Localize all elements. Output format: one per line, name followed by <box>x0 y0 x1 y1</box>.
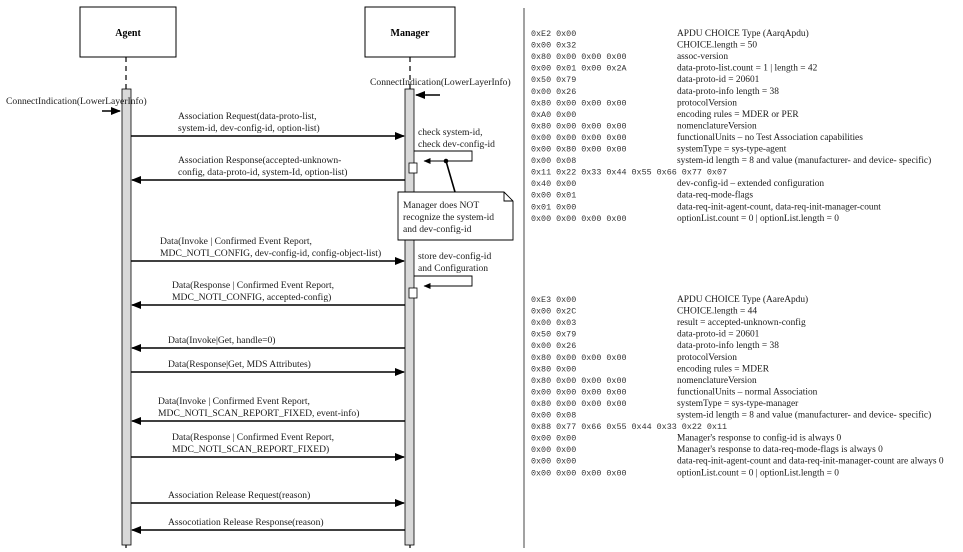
note-connector-dot <box>444 159 449 164</box>
apdu-desc: data-req-mode-flags <box>677 190 754 201</box>
message-label-line-1: Data(Response|Get, MDS Attributes) <box>168 359 311 370</box>
message-release-request <box>131 490 404 503</box>
apdu-row <box>531 178 824 189</box>
apdu-desc: systemType = sys-type-agent <box>677 144 787 155</box>
apdu-desc: functionalUnits – normal Association <box>677 387 818 398</box>
message-label-line-2: system-id, dev-config-id, option-list) <box>178 123 320 134</box>
apdu-hex: 0x00 0x26 <box>531 341 577 352</box>
apdu-row <box>531 422 727 432</box>
apdu-hex: 0x88 0x77 0x66 0x55 0x44 0x33 0x22 0x11 <box>531 422 728 433</box>
apdu-row <box>531 98 737 108</box>
apdu-row <box>531 353 737 363</box>
messages-group <box>131 111 405 530</box>
apdu-hex: 0x00 0x00 0x00 0x00 <box>531 213 627 224</box>
apdu-hex: 0x40 0x00 <box>531 179 577 190</box>
message-label-line-2: MDC_NOTI_CONFIG, accepted-config) <box>172 292 332 303</box>
apdu-row <box>531 410 931 421</box>
apdu-row <box>531 202 881 212</box>
apdu-row <box>531 364 770 374</box>
apdu-desc: protocolVersion <box>677 352 737 363</box>
apdu-hex: 0x00 0x26 <box>531 86 577 97</box>
message-label-line-2: config, data-proto-id, system-Id, option-list) <box>178 167 348 178</box>
apdu-desc: nomenclatureVersion <box>677 121 757 132</box>
apdu-row <box>531 86 779 97</box>
message-label-line-1: Data(Invoke | Confirmed Event Report, <box>158 396 310 407</box>
apdu-row <box>531 64 818 74</box>
apdu-hex: 0x00 0x00 <box>531 445 577 456</box>
note-box <box>398 192 513 240</box>
apdu-desc: system-id length = 8 and value (manufacturer- and device- specific) <box>677 410 932 421</box>
apdu-hex: 0xA0 0x00 <box>531 109 577 120</box>
apdu-hex: 0x00 0x03 <box>531 318 577 329</box>
manager-label: Manager <box>390 28 430 39</box>
apdu-hex: 0x00 0x80 0x00 0x00 <box>531 144 627 155</box>
apdu-desc: CHOICE.length = 50 <box>677 40 758 51</box>
self-call-check-system-id <box>409 127 495 173</box>
apdu-desc: data-proto-id = 20601 <box>677 75 760 86</box>
message-label-line-1: Data(Response | Confirmed Event Report, <box>172 280 335 291</box>
apdu-desc: assoc-version <box>677 52 729 63</box>
apdu-desc: optionList.count = 0 | optionList.length = 0 <box>677 213 839 224</box>
apdu-desc: Manager's response to config-id is always 0 <box>677 433 842 444</box>
apdu-row <box>531 110 799 120</box>
apdu-hex: 0x50 0x79 <box>531 329 577 340</box>
apdu-desc: protocolVersion <box>677 98 737 109</box>
apdu-row <box>531 121 757 131</box>
apdu-hex: 0x00 0x01 0x00 0x2A <box>531 63 627 74</box>
apdu-row <box>531 190 753 201</box>
apdu-desc: APDU CHOICE Type (AarqApdu) <box>677 29 809 39</box>
apdu-row <box>531 330 760 340</box>
message-assoc-response <box>132 155 405 180</box>
message-label-line-1: Association Response(accepted-unknown- <box>178 155 342 166</box>
apdu-row <box>531 41 757 51</box>
manager-actor <box>365 7 455 57</box>
message-data-invoke-get <box>132 335 405 348</box>
apdu-hex: 0xE2 0x00 <box>531 29 577 39</box>
apdu-desc: data-req-init-agent-count, data-req-init-manager-count <box>677 202 881 213</box>
apdu-desc: data-proto-info length = 38 <box>677 86 779 97</box>
apdu-row <box>531 468 839 478</box>
apdu-hex: 0x00 0x00 <box>531 433 577 444</box>
message-label-line-2: MDC_NOTI_SCAN_REPORT_FIXED) <box>172 444 330 455</box>
apdu-desc: encoding rules = MDER or PER <box>677 109 799 120</box>
apdu-row <box>531 444 883 455</box>
apdu-row <box>531 294 808 305</box>
apdu-desc: nomenclatureVersion <box>677 375 757 386</box>
message-data-invoke-config <box>131 236 404 261</box>
apdu-row <box>531 317 806 328</box>
apdu-row <box>531 376 757 386</box>
apdu-desc: CHOICE.length = 44 <box>677 306 758 317</box>
message-label-line-1: Association Release Request(reason) <box>168 490 311 501</box>
note-line-3: and dev-config-id <box>403 224 472 235</box>
apdu-row <box>531 28 809 39</box>
apdu-row <box>531 214 839 224</box>
apdu-hex: 0x80 0x00 <box>531 364 577 375</box>
message-assoc-request <box>131 111 404 136</box>
apdu-hex: 0xE3 0x00 <box>531 295 577 305</box>
apdu-desc: functionalUnits – no Test Association capabilities <box>677 132 863 143</box>
message-label-line-1: Data(Invoke | Confirmed Event Report, <box>160 236 312 247</box>
message-label-line-1: Assocotiation Release Response(reason) <box>168 517 324 528</box>
apdu-hex: 0x01 0x00 <box>531 202 577 213</box>
agent-label: Agent <box>115 28 141 39</box>
message-label-line-1: Data(Response | Confirmed Event Report, <box>172 432 335 443</box>
apdu-row <box>531 155 931 166</box>
apdu-row <box>531 433 841 444</box>
self-call-label-line-1: store dev-config-id <box>418 251 492 262</box>
apdu-row <box>531 457 944 467</box>
apdu-row <box>531 75 760 85</box>
apdu-hex: 0x00 0x00 0x00 0x00 <box>531 132 627 143</box>
self-call-label-line-2: and Configuration <box>418 263 489 274</box>
self-call-label-line-2: check dev-config-id <box>418 139 495 150</box>
apdu-hex: 0x00 0x00 0x00 0x00 <box>531 387 627 398</box>
apdu-desc: data-req-init-agent-count and data-req-init-manager-count are always 0 <box>677 456 944 467</box>
agent-connect-indication-label: ConnectIndication(LowerLayerInfo) <box>6 96 147 107</box>
apdu-hex: 0x80 0x00 0x00 0x00 <box>531 98 627 109</box>
message-label-line-2: MDC_NOTI_SCAN_REPORT_FIXED, event-info) <box>158 408 360 419</box>
message-data-response-get <box>131 359 404 372</box>
apdu-row <box>531 145 787 155</box>
apdu-hex: 0x80 0x00 0x00 0x00 <box>531 352 627 363</box>
apdu-desc: data-proto-info length = 38 <box>677 341 779 352</box>
aare-apdu-table <box>531 294 944 478</box>
apdu-hex: 0x11 0x22 0x33 0x44 0x55 0x66 0x77 0x07 <box>531 167 728 178</box>
message-data-response-scan <box>131 432 404 457</box>
note-connector <box>446 161 455 192</box>
apdu-desc: APDU CHOICE Type (AareApdu) <box>677 295 809 305</box>
apdu-row <box>531 168 727 178</box>
apdu-hex: 0x80 0x00 0x00 0x00 <box>531 375 627 386</box>
apdu-desc: encoding rules = MDER <box>677 364 769 375</box>
apdu-hex: 0x00 0x00 <box>531 456 577 467</box>
message-label-line-1: Data(Invoke|Get, handle=0) <box>168 335 276 346</box>
agent-activation-bar <box>122 89 131 545</box>
apdu-desc: systemType = sys-type-manager <box>677 398 799 409</box>
aarq-apdu-table <box>531 28 931 224</box>
note-line-1: Manager does NOT <box>403 200 480 211</box>
apdu-hex: 0x00 0x2C <box>531 306 577 317</box>
self-call-label-line-1: check system-id, <box>418 127 483 138</box>
apdu-hex: 0x50 0x79 <box>531 75 577 86</box>
message-label-line-1: Association Request(data-proto-list, <box>178 111 317 122</box>
apdu-hex: 0x00 0x08 <box>531 410 577 421</box>
apdu-desc: dev-config-id – extended configuration <box>677 179 825 190</box>
apdu-hex: 0x80 0x00 0x00 0x00 <box>531 121 627 132</box>
message-data-invoke-scan <box>132 396 405 421</box>
apdu-desc: system-id length = 8 and value (manufacturer- and device- specific) <box>677 156 932 167</box>
apdu-row <box>531 132 863 143</box>
manager-activation-bar <box>405 89 414 545</box>
apdu-row <box>531 52 728 62</box>
manager-connect-indication-label: ConnectIndication(LowerLayerInfo) <box>370 77 511 88</box>
apdu-hex: 0x00 0x01 <box>531 190 577 201</box>
apdu-desc: result = accepted-unknown-config <box>677 318 806 329</box>
apdu-row <box>531 307 757 317</box>
apdu-desc: Manager's response to data-req-mode-flags is always 0 <box>677 445 883 456</box>
apdu-hex: 0x80 0x00 0x00 0x00 <box>531 52 627 63</box>
message-data-response-config <box>132 280 405 305</box>
apdu-row <box>531 386 818 397</box>
message-release-response <box>132 517 405 530</box>
apdu-row <box>531 340 779 351</box>
apdu-hex: 0x00 0x00 0x00 0x00 <box>531 468 627 479</box>
agent-actor <box>80 7 176 57</box>
self-call-store-config <box>409 251 491 298</box>
apdu-desc: data-proto-list.count = 1 | length = 42 <box>677 63 818 74</box>
note-line-2: recognize the system-id <box>403 212 495 223</box>
apdu-hex: 0x00 0x08 <box>531 156 577 167</box>
apdu-hex: 0x00 0x32 <box>531 40 577 51</box>
apdu-row <box>531 399 799 409</box>
message-label-line-2: MDC_NOTI_CONFIG, dev-config-id, config-object-list) <box>160 248 382 259</box>
apdu-desc: optionList.count = 0 | optionList.length = 0 <box>677 468 839 479</box>
apdu-hex: 0x80 0x00 0x00 0x00 <box>531 398 627 409</box>
apdu-desc: data-proto-id = 20601 <box>677 329 760 340</box>
